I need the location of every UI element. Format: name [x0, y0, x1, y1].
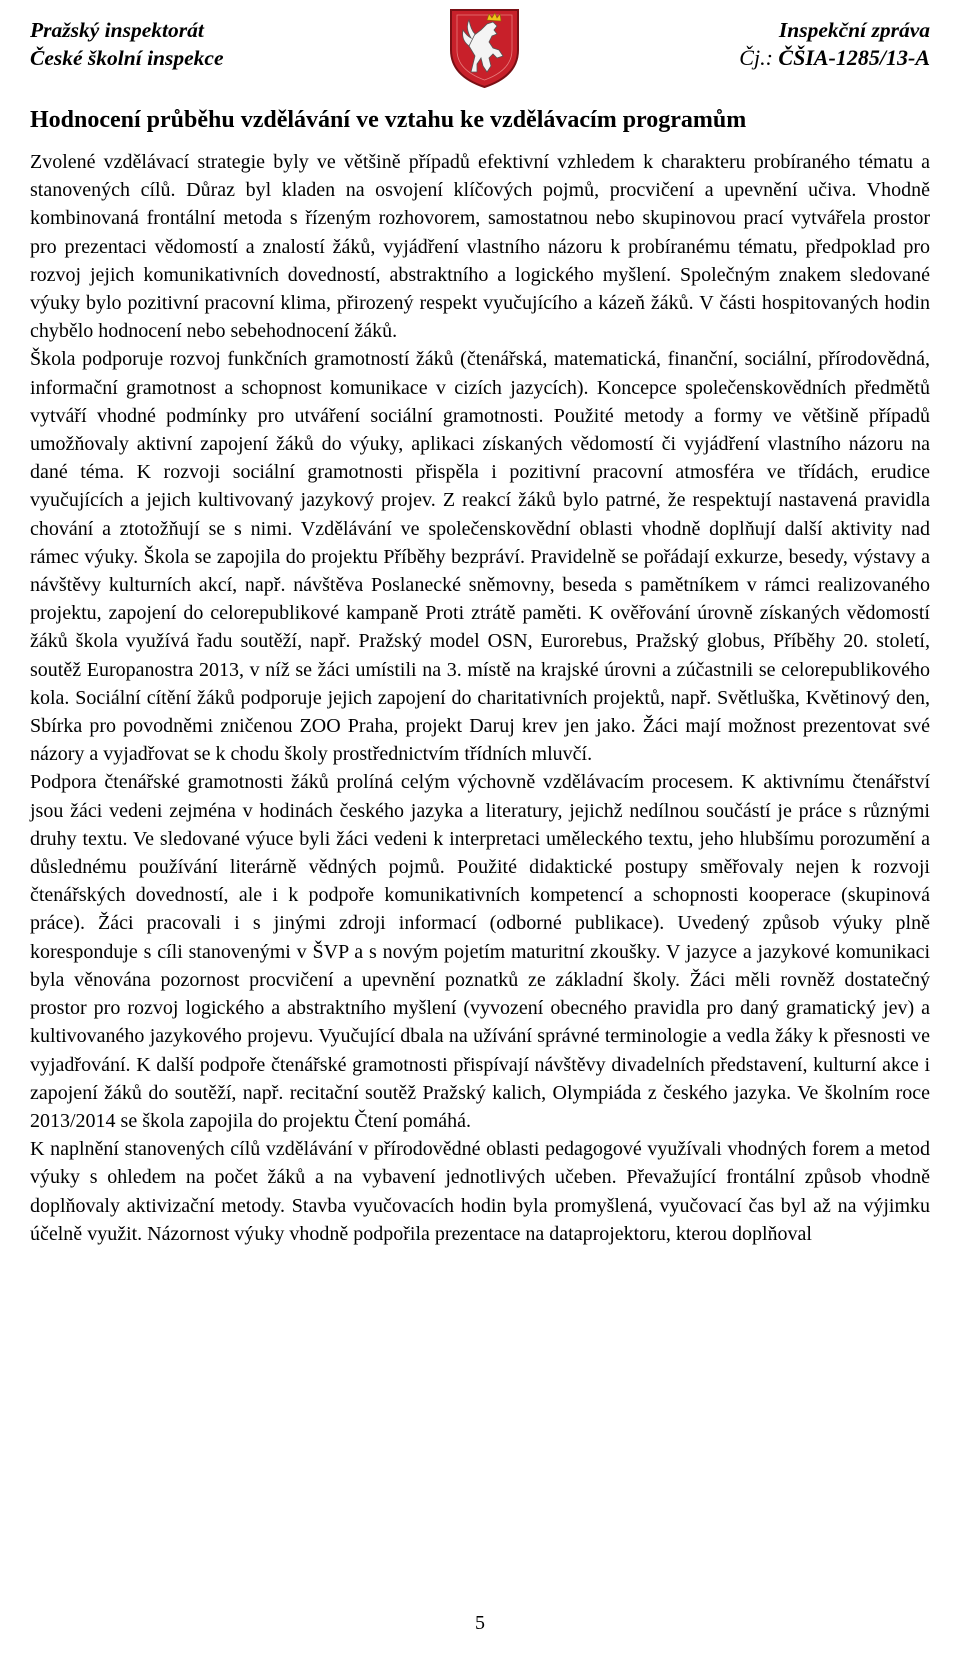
body-text	[30, 148, 930, 1248]
reference-prefix: Čj.:	[739, 45, 773, 70]
paragraph-reading-literacy: Podpora čtenářské gramotnosti žáků prolíná celým výchovně vzdělávacím procesem. K aktivnímu čtenářství jsou žáci vedeni zejména v hodinách českého jazyka a literatury, jejichž nedílnou součástí je práce s různými druhy textu. Ve sledované výuce byli žáci vedeni k interpretaci uměleckého textu, jeho hlubšímu porozumění a důslednému používání literárně vědných pojmů. Použité didaktické postupy směřovaly nejen k rozvoji čtenářských dovedností, ale i k podpoře komunikativních kompetencí a schopnosti kooperace (skupinová práce). Žáci pracovali i s jinými zdroji informací (odborné publikace). Uvedený způsob výuky plně koresponduje s cíli stanovenými v ŠVP a s novým pojetím maturitní zkoušky. V jazyce a jazykové komunikaci byla věnována pozornost procvičení a upevnění poznatků ze základní školy. Žáci měli rovněž dostatečný prostor pro rozvoj logického a abstraktního myšlení (vyvození obecného pravidla pro daný gramatický jev) a kultivovaného jazykového projevu. Vyučující dbala na užívání správné terminologie a vedla žáky k přesnosti ve vyjadřování. K další podpoře čtenářské gramotnosti přispívají návštěvy divadelních představení, kulturní akce i zapojení žáků do soutěží, např. recitační soutěž Pražský kalich, Olympiáda z českého jazyka. Ve školním roce 2013/2014 se škola zapojila do projektu Čtení pomáhá.	[30, 771, 930, 1132]
document-type: Inspekční zpráva	[778, 18, 930, 42]
institution-name: České školní inspekce	[30, 46, 224, 70]
section-title: Hodnocení průběhu vzdělávání ve vztahu ke vzdělávacím programům	[30, 107, 747, 133]
coat-of-arms-lion-icon	[447, 6, 522, 90]
reference-id: ČŠIA-1285/13-A	[778, 45, 930, 70]
page-header	[30, 16, 930, 86]
inspectorate-name: Pražský inspektorát	[30, 18, 204, 42]
paragraph-science-education: K naplnění stanovených cílů vzdělávání v přírodovědné oblasti pedagogové využívali vhodných forem a metod výuky s ohledem na počet žáků a na vybavení jednotlivých učeben. Převažující frontální způsob vhodně doplňovaly aktivizační metody. Stavba vyučovacích hodin byla promyšlená, vyučovací čas byl až na výjimku účelně využit. Názornost výuky vhodně podpořila prezentace na dataprojektoru, kterou doplňoval	[30, 1138, 930, 1245]
paragraph-functional-literacy: Škola podporuje rozvoj funkčních gramotností žáků (čtenářská, matematická, finanční, sociální, přírodovědná, informační gramotnost a schopnost komunikace v cizích jazycích). Koncepce společenskovědních předmětů vytváří vhodné podmínky pro utváření sociální gramotnosti. Použité metody a formy ve většině případů umožňovaly aktivní zapojení žáků do výuky, aplikaci získaných vědomostí či vyjádření vlastního názoru na dané téma. K rozvoji sociální gramotnosti přispěla i pozitivní pracovní atmosféra ve třídách, erudice vyučujících a jejich kultivovaný jazykový projev. Z reakcí žáků bylo patrné, že respektují nastavená pravidla chování a ztotožňují se s nimi. Vzdělávání ve společenskovědní oblasti vhodně doplňují další aktivity nad rámec výuky. Škola se zapojila do projektu Příběhy bezpráví. Pravidelně se pořádají exkurze, besedy, výstavy a návštěvy kulturních akcí, např. návštěva Poslanecké sněmovny, beseda s pamětníkem v rámci realizovaného projektu, zapojení do celorepublikové kampaně Proti ztrátě paměti. K ověřování úrovně získaných vědomostí žáků škola využívá řadu soutěží, např. Pražský model OSN, Eurorebus, Pražský globus, Příběhy 20. století, soutěž Europanostra 2013, v níž se žáci umístili na 3. místě na krajské úrovni a zúčastnili se celorepublikového kola. Sociální cítění žáků podporuje jejich zapojení do charitativních projektů, např. Světluška, Květinový den, Sbírka pro povodněmi zničenou ZOO Praha, projekt Daruj krev jen jako. Žáci mají možnost prezentovat své názory a vyjadřovat se k chodu školy prostřednictvím třídních mluvčí.	[30, 348, 930, 766]
reference-number	[739, 44, 930, 72]
paragraph-teaching-strategies: Zvolené vzdělávací strategie byly ve většině případů efektivní vzhledem k charakteru probíraného tématu a stanovených cílů. Důraz byl kladen na osvojení klíčových pojmů, procvičení a upevnění učiva. Vhodně kombinovaná frontální metoda s řízeným rozhovorem, samostatnou nebo skupinovou prací vytvářela prostor pro prezentaci vědomostí a znalostí žáků, vyjádření vlastního názoru k probíranému tématu, předpoklad pro rozvoj jejich komunikativních dovedností, abstraktního a logického myšlení. Společným znakem sledované výuky bylo pozitivní pracovní klima, přirozený respekt vyučujícího a kázeň žáků. V části hospitovaných hodin chybělo hodnocení nebo sebehodnocení žáků.	[30, 151, 930, 343]
header-right	[739, 16, 930, 72]
page-number: 5	[475, 1612, 485, 1634]
header-left	[30, 16, 224, 72]
